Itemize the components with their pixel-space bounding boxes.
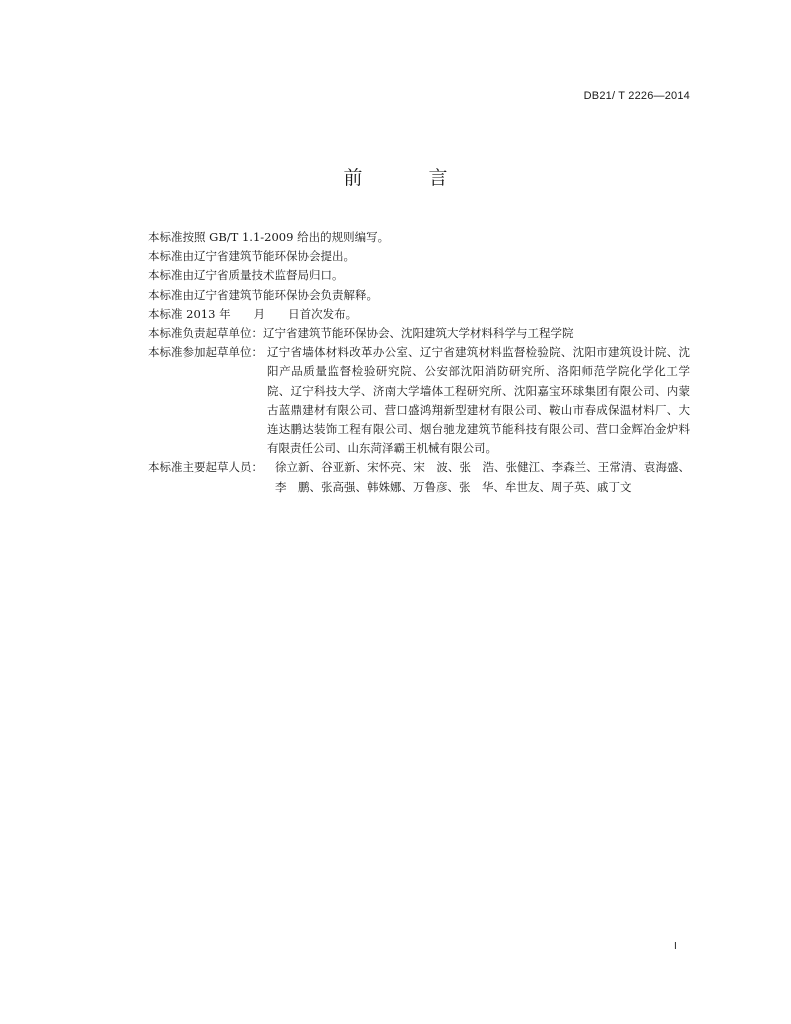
drafters-label: 本标准主要起草人员： xyxy=(148,460,263,475)
participating-units-label: 本标准参加起草单位： xyxy=(148,345,263,360)
lead-units-value: 辽宁省建筑节能环保协会、沈阳建筑大学材料科学与工程学院 xyxy=(263,326,574,341)
foreword-body xyxy=(148,228,690,497)
title-char-2: 言 xyxy=(428,167,448,189)
drafters-value: 徐立新、谷亚新、宋怀亮、宋 波、张 浩、张健江、李森兰、王常清、袁海盛、李 鹏、张高强、韩姝娜、万鲁彦、张 华、牟世友、周子英、戚丁文 xyxy=(275,460,690,494)
main-drafters xyxy=(148,458,690,496)
lead-units-label: 本标准负责起草单位： xyxy=(148,326,263,341)
lead-drafting-units xyxy=(148,324,690,343)
standard-code: DB21/ T 2226—2014 xyxy=(583,90,690,102)
participating-units-value: 辽宁省墙体材料改革办公室、辽宁省建筑材料监督检验院、沈阳市建筑设计院、沈阳产品质量监督检验研究院、公安部沈阳消防研究所、洛阳师范学院化学化工学院、辽宁科技大学、济南大学墙体工程研究所、沈阳嘉宝环球集团有限公司、内蒙古蓝鼎建材有限公司、营口盛鸿翔新型建材有限公司、鞍山市春成保温材料厂、大连达鹏达装饰工程有限公司、烟台驰龙建筑节能科技有限公司、营口金辉冶金炉料有限责任公司、山东菏泽霸王机械有限公司。 xyxy=(267,345,690,456)
page-number: I xyxy=(674,941,677,952)
paragraph: 本标准 2013 年 月 日首次发布。 xyxy=(148,306,358,321)
paragraph: 本标准按照 GB/T 1.1-2009 给出的规则编写。 xyxy=(148,230,390,244)
page-title xyxy=(0,163,791,190)
title-char-1: 前 xyxy=(343,167,363,189)
participating-drafting-units xyxy=(148,343,690,458)
paragraph: 本标准由辽宁省质量技术监督局归口。 xyxy=(148,268,344,283)
paragraph: 本标准由辽宁省建筑节能环保协会负责解释。 xyxy=(148,287,378,302)
paragraph: 本标准由辽宁省建筑节能环保协会提出。 xyxy=(148,249,355,264)
